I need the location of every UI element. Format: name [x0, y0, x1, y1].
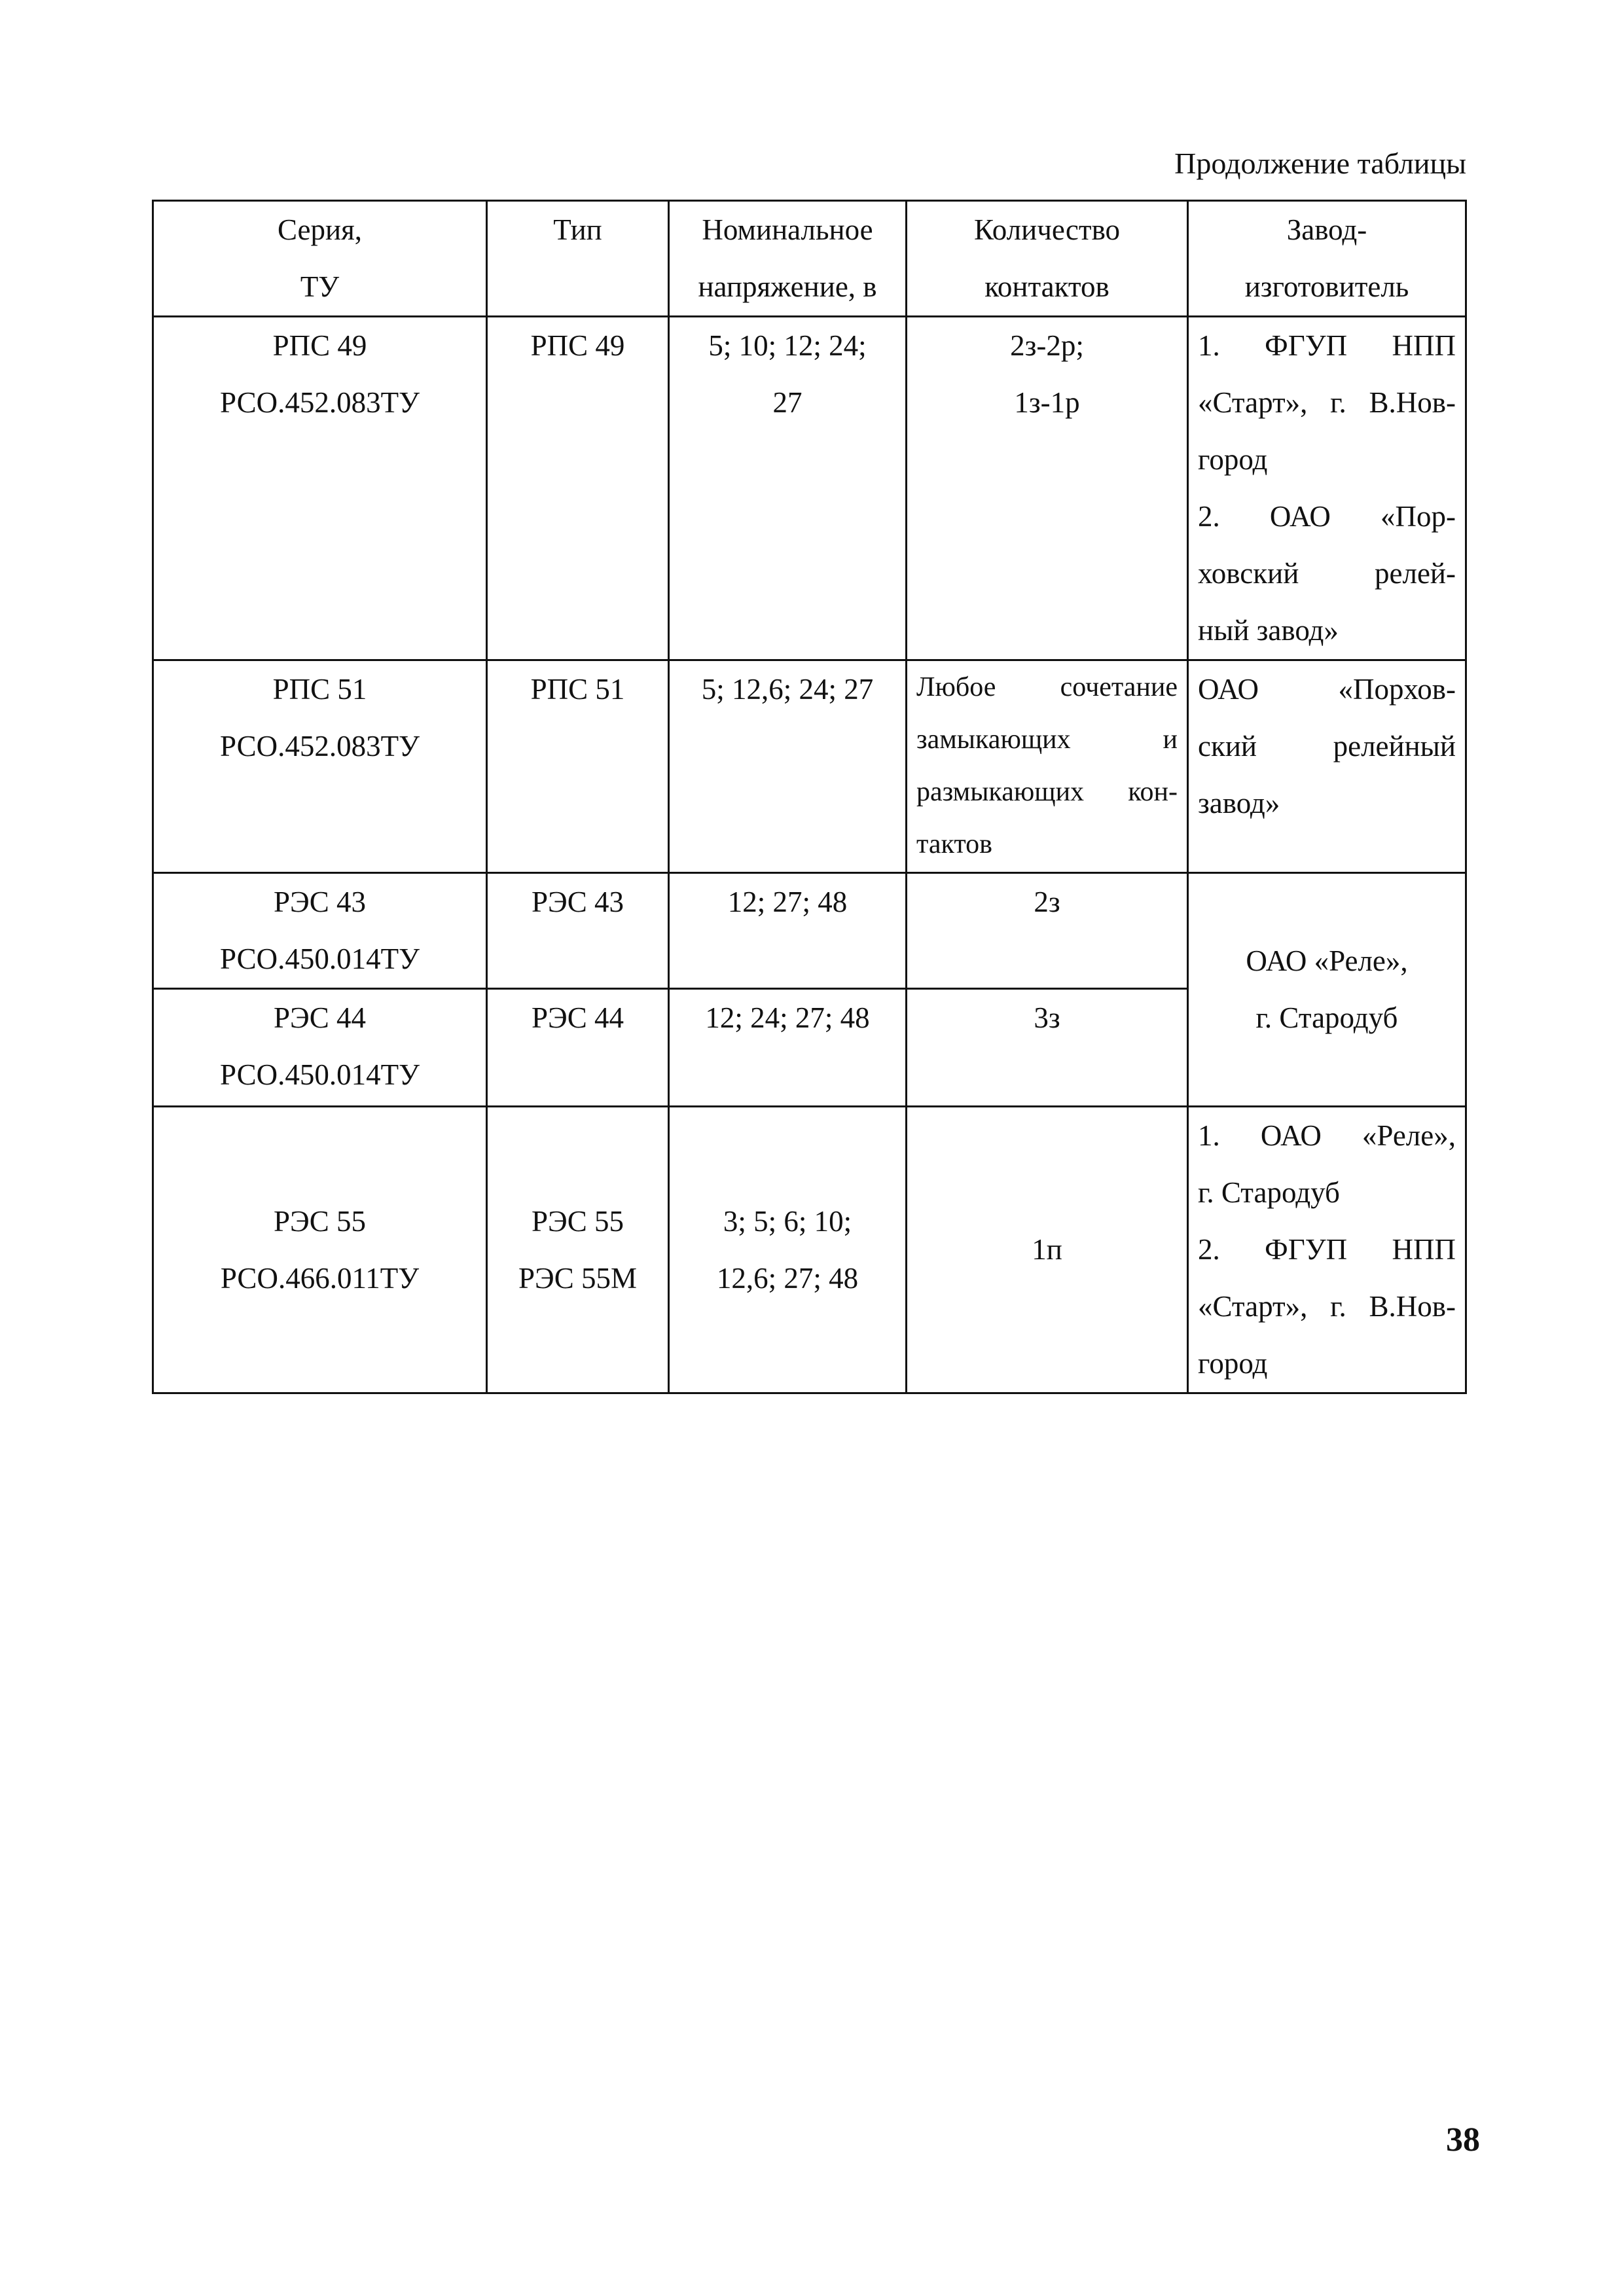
table-row [153, 873, 1466, 989]
page-number: 38 [1446, 2121, 1480, 2159]
cell-voltage: 5; 10; 12; 24; 27 [669, 317, 907, 660]
header-voltage: Номинальное напряжение, в [669, 201, 907, 317]
cell-series: РПС 49 РСО.452.083ТУ [153, 317, 487, 660]
cell-type: РПС 49 [487, 317, 669, 660]
cell-manufacturer: 1. ОАО «Реле», г. Стародуб 2. ФГУП НПП «Старт», г. В.Нов- город [1188, 1107, 1466, 1393]
cell-voltage: 5; 12,6; 24; 27 [669, 660, 907, 873]
header-type: Тип [487, 201, 669, 317]
relay-table [152, 200, 1467, 1394]
cell-series: РПС 51 РСО.452.083ТУ [153, 660, 487, 873]
cell-series: РЭС 55 РСО.466.011ТУ [153, 1107, 487, 1393]
table-row [153, 317, 1466, 660]
header-manufacturer: Завод- изготовитель [1188, 201, 1466, 317]
table-row [153, 660, 1466, 873]
cell-type: РЭС 44 [487, 989, 669, 1107]
header-contacts: Количество контактов [907, 201, 1188, 317]
cell-voltage: 3; 5; 6; 10; 12,6; 27; 48 [669, 1107, 907, 1393]
cell-type: РПС 51 [487, 660, 669, 873]
header-series: Серия, ТУ [153, 201, 487, 317]
cell-contacts: 1п [907, 1107, 1188, 1393]
cell-voltage: 12; 27; 48 [669, 873, 907, 989]
table-header-row [153, 201, 1466, 317]
cell-contacts: 2з-2р; 1з-1р [907, 317, 1188, 660]
cell-manufacturer: 1. ФГУП НПП «Старт», г. В.Нов- город 2. ОАО «Пор- ховский релей- ный завод» [1188, 317, 1466, 660]
cell-type: РЭС 55 РЭС 55М [487, 1107, 669, 1393]
cell-series: РЭС 44 РСО.450.014ТУ [153, 989, 487, 1107]
cell-contacts: 2з [907, 873, 1188, 989]
table-continuation-label: Продолжение таблицы [1174, 147, 1466, 180]
cell-voltage: 12; 24; 27; 48 [669, 989, 907, 1107]
cell-manufacturer: ОАО «Порхов- ский релейный завод» [1188, 660, 1466, 873]
cell-contacts: 3з [907, 989, 1188, 1107]
cell-contacts: Любое сочетание замыкающих и размыкающих кон- тактов [907, 660, 1188, 873]
table-row [153, 1107, 1466, 1393]
cell-manufacturer: ОАО «Реле», г. Стародуб [1188, 873, 1466, 1107]
cell-series: РЭС 43 РСО.450.014ТУ [153, 873, 487, 989]
cell-type: РЭС 43 [487, 873, 669, 989]
